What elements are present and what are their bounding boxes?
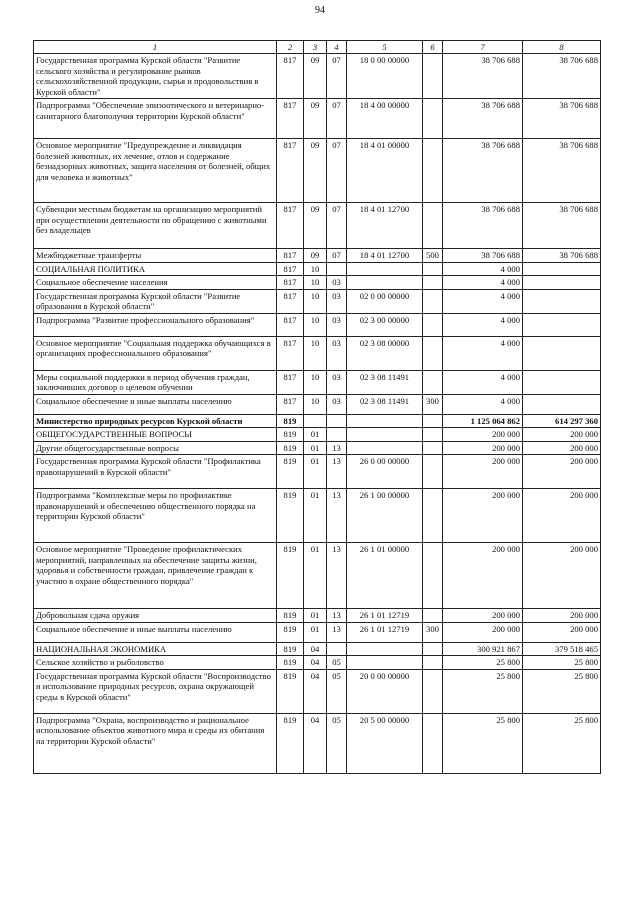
sum-year1-cell: 4 000 — [443, 276, 523, 289]
section-cell: 10 — [304, 276, 327, 289]
header-cell: 8 — [523, 41, 601, 54]
expense-type-cell — [423, 642, 443, 655]
expense-type-cell — [423, 54, 443, 99]
sum-year2-cell: 25 800 — [523, 656, 601, 669]
expense-type-cell — [423, 289, 443, 313]
sum-year2-cell: 200 000 — [523, 622, 601, 642]
sum-year2-cell: 38 706 688 — [523, 99, 601, 139]
table-row — [34, 414, 601, 427]
row-name-cell: Основное мероприятие "Проведение профилактических мероприятий, направленных на обеспечение защиты жизни, здоровья и собственности граждан, привлечение граждан к участию в охране общественного порядка" — [34, 543, 277, 609]
sum-year2-cell — [523, 370, 601, 394]
grbs-cell: 819 — [277, 414, 304, 427]
sum-year2-cell: 25 800 — [523, 713, 601, 773]
grbs-cell: 819 — [277, 642, 304, 655]
sum-year1-cell: 25 800 — [443, 713, 523, 773]
section-cell: 04 — [304, 713, 327, 773]
header-cell: 5 — [347, 41, 423, 54]
expense-type-cell: 500 — [423, 249, 443, 262]
sum-year1-cell: 4 000 — [443, 313, 523, 336]
grbs-cell: 817 — [277, 276, 304, 289]
table-row — [34, 336, 601, 370]
sum-year2-cell — [523, 276, 601, 289]
target-article-cell: 18 4 00 00000 — [347, 99, 423, 139]
expense-type-cell — [423, 414, 443, 427]
expense-type-cell — [423, 313, 443, 336]
section-cell: 10 — [304, 289, 327, 313]
sum-year2-cell: 200 000 — [523, 609, 601, 622]
section-cell: 01 — [304, 609, 327, 622]
row-name-cell: Социальное обеспечение и иные выплаты населению — [34, 622, 277, 642]
sum-year1-cell: 1 125 064 862 — [443, 414, 523, 427]
expense-type-cell — [423, 276, 443, 289]
sum-year1-cell: 38 706 688 — [443, 139, 523, 203]
subsection-cell — [327, 262, 347, 275]
row-name-cell: Государственная программа Курской области "Развитие образования в Курской области" — [34, 289, 277, 313]
expense-type-cell — [423, 428, 443, 441]
header-cell: 3 — [304, 41, 327, 54]
sum-year2-cell: 200 000 — [523, 428, 601, 441]
grbs-cell: 819 — [277, 441, 304, 454]
section-cell: 10 — [304, 370, 327, 394]
header-cell: 1 — [34, 41, 277, 54]
table-row — [34, 455, 601, 489]
sum-year2-cell: 200 000 — [523, 543, 601, 609]
sum-year2-cell — [523, 336, 601, 370]
expense-type-cell — [423, 656, 443, 669]
section-cell: 01 — [304, 441, 327, 454]
sum-year1-cell: 38 706 688 — [443, 249, 523, 262]
table-row — [34, 642, 601, 655]
table-row — [34, 394, 601, 414]
grbs-cell: 817 — [277, 262, 304, 275]
sum-year1-cell: 300 921 867 — [443, 642, 523, 655]
table-row — [34, 139, 601, 203]
section-cell: 04 — [304, 656, 327, 669]
row-name-cell: Межбюджетные трансферты — [34, 249, 277, 262]
row-name-cell: Социальное обеспечение населения — [34, 276, 277, 289]
sum-year1-cell: 38 706 688 — [443, 99, 523, 139]
subsection-cell: 13 — [327, 543, 347, 609]
row-name-cell: Сельское хозяйство и рыболовство — [34, 656, 277, 669]
target-article-cell — [347, 642, 423, 655]
subsection-cell — [327, 414, 347, 427]
row-name-cell: СОЦИАЛЬНАЯ ПОЛИТИКА — [34, 262, 277, 275]
expense-type-cell: 300 — [423, 622, 443, 642]
target-article-cell: 26 1 01 12719 — [347, 609, 423, 622]
subsection-cell: 07 — [327, 99, 347, 139]
target-article-cell: 02 3 00 00000 — [347, 313, 423, 336]
header-cell: 4 — [327, 41, 347, 54]
section-cell: 09 — [304, 99, 327, 139]
row-name-cell: Подпрограмма "Развитие профессионального образования" — [34, 313, 277, 336]
table-row — [34, 489, 601, 543]
subsection-cell: 07 — [327, 54, 347, 99]
section-cell: 04 — [304, 642, 327, 655]
header-cell: 7 — [443, 41, 523, 54]
sum-year1-cell: 4 000 — [443, 289, 523, 313]
expense-type-cell — [423, 669, 443, 713]
sum-year1-cell: 4 000 — [443, 262, 523, 275]
sum-year2-cell — [523, 394, 601, 414]
target-article-cell: 18 0 00 00000 — [347, 54, 423, 99]
row-name-cell: Меры социальной поддержки в период обучения граждан, заключивших договор о целевом обучении — [34, 370, 277, 394]
sum-year1-cell: 38 706 688 — [443, 203, 523, 249]
sum-year1-cell: 4 000 — [443, 336, 523, 370]
subsection-cell: 03 — [327, 313, 347, 336]
row-name-cell: Государственная программа Курской области "Профилактика правонарушений в Курской области" — [34, 455, 277, 489]
sum-year1-cell: 200 000 — [443, 428, 523, 441]
section-cell: 09 — [304, 203, 327, 249]
table-row — [34, 609, 601, 622]
subsection-cell: 03 — [327, 289, 347, 313]
table-row — [34, 262, 601, 275]
target-article-cell — [347, 414, 423, 427]
table-row — [34, 203, 601, 249]
section-cell: 01 — [304, 455, 327, 489]
grbs-cell: 819 — [277, 543, 304, 609]
subsection-cell: 03 — [327, 370, 347, 394]
section-cell — [304, 414, 327, 427]
grbs-cell: 817 — [277, 249, 304, 262]
sum-year2-cell — [523, 289, 601, 313]
row-name-cell: Другие общегосударственные вопросы — [34, 441, 277, 454]
target-article-cell: 18 4 01 00000 — [347, 139, 423, 203]
grbs-cell: 817 — [277, 99, 304, 139]
row-name-cell: ОБЩЕГОСУДАРСТВЕННЫЕ ВОПРОСЫ — [34, 428, 277, 441]
sum-year2-cell: 38 706 688 — [523, 54, 601, 99]
table-row — [34, 289, 601, 313]
target-article-cell: 26 0 00 00000 — [347, 455, 423, 489]
subsection-cell: 13 — [327, 455, 347, 489]
sum-year2-cell — [523, 313, 601, 336]
subsection-cell: 07 — [327, 203, 347, 249]
sum-year1-cell: 38 706 688 — [443, 54, 523, 99]
row-name-cell: Социальное обеспечение и иные выплаты населению — [34, 394, 277, 414]
row-name-cell: Основное мероприятие "Социальная поддержка обучающихся в организациях профессионального образования" — [34, 336, 277, 370]
target-article-cell: 26 1 01 00000 — [347, 543, 423, 609]
subsection-cell: 07 — [327, 249, 347, 262]
subsection-cell: 03 — [327, 336, 347, 370]
expense-type-cell — [423, 609, 443, 622]
grbs-cell: 819 — [277, 489, 304, 543]
grbs-cell: 819 — [277, 622, 304, 642]
grbs-cell: 819 — [277, 669, 304, 713]
expense-type-cell — [423, 489, 443, 543]
section-cell: 01 — [304, 622, 327, 642]
header-cell: 6 — [423, 41, 443, 54]
target-article-cell: 18 4 01 12700 — [347, 249, 423, 262]
expense-type-cell — [423, 713, 443, 773]
section-cell: 09 — [304, 139, 327, 203]
sum-year1-cell: 200 000 — [443, 455, 523, 489]
target-article-cell: 02 3 08 00000 — [347, 336, 423, 370]
target-article-cell: 18 4 01 12700 — [347, 203, 423, 249]
sum-year1-cell: 4 000 — [443, 394, 523, 414]
row-name-cell: НАЦИОНАЛЬНАЯ ЭКОНОМИКА — [34, 642, 277, 655]
sum-year2-cell — [523, 262, 601, 275]
table-row — [34, 276, 601, 289]
sum-year1-cell: 200 000 — [443, 489, 523, 543]
sum-year1-cell: 200 000 — [443, 609, 523, 622]
grbs-cell: 817 — [277, 289, 304, 313]
expense-type-cell: 300 — [423, 394, 443, 414]
expense-type-cell — [423, 455, 443, 489]
target-article-cell — [347, 262, 423, 275]
sum-year2-cell: 200 000 — [523, 455, 601, 489]
grbs-cell: 817 — [277, 313, 304, 336]
grbs-cell: 817 — [277, 139, 304, 203]
row-name-cell: Добровольная сдача оружия — [34, 609, 277, 622]
expense-type-cell — [423, 543, 443, 609]
sum-year2-cell: 38 706 688 — [523, 139, 601, 203]
row-name-cell: Основное мероприятие "Предупреждение и ликвидация болезней животных, их лечение, отлов и содержание безнадзорных животных, защита населения от болезней, общих для человека и животных" — [34, 139, 277, 203]
section-cell: 10 — [304, 336, 327, 370]
grbs-cell: 819 — [277, 656, 304, 669]
target-article-cell: 26 1 01 12719 — [347, 622, 423, 642]
page-number: 94 — [315, 5, 325, 16]
budget-table — [33, 40, 601, 774]
grbs-cell: 819 — [277, 713, 304, 773]
subsection-cell: 13 — [327, 489, 347, 543]
subsection-cell: 07 — [327, 139, 347, 203]
sum-year2-cell: 379 518 465 — [523, 642, 601, 655]
table-row — [34, 543, 601, 609]
table-header-row — [34, 41, 601, 54]
sum-year2-cell: 25 800 — [523, 669, 601, 713]
row-name-cell: Субвенции местным бюджетам на организацию мероприятий при осуществлении деятельности по обращению с животными без владельцев — [34, 203, 277, 249]
subsection-cell — [327, 428, 347, 441]
table-row — [34, 313, 601, 336]
subsection-cell: 03 — [327, 276, 347, 289]
row-name-cell: Подпрограмма "Комплексные меры по профилактике правонарушений и обеспечению общественного порядка на территории Курской области" — [34, 489, 277, 543]
target-article-cell: 20 0 00 00000 — [347, 669, 423, 713]
target-article-cell: 02 3 08 11491 — [347, 370, 423, 394]
target-article-cell — [347, 656, 423, 669]
section-cell: 09 — [304, 54, 327, 99]
expense-type-cell — [423, 336, 443, 370]
row-name-cell: Подпрограмма "Охрана, воспроизводство и рациональное использование объектов животного мира и среды их обитания на территории Курской области" — [34, 713, 277, 773]
grbs-cell: 819 — [277, 609, 304, 622]
sum-year1-cell: 25 800 — [443, 669, 523, 713]
table-row — [34, 99, 601, 139]
section-cell: 09 — [304, 249, 327, 262]
table-row — [34, 713, 601, 773]
grbs-cell: 819 — [277, 455, 304, 489]
section-cell: 01 — [304, 489, 327, 543]
target-article-cell: 26 1 00 00000 — [347, 489, 423, 543]
expense-type-cell — [423, 370, 443, 394]
target-article-cell: 20 5 00 00000 — [347, 713, 423, 773]
target-article-cell: 02 3 08 11491 — [347, 394, 423, 414]
subsection-cell — [327, 642, 347, 655]
expense-type-cell — [423, 99, 443, 139]
sum-year1-cell: 200 000 — [443, 622, 523, 642]
sum-year1-cell: 25 800 — [443, 656, 523, 669]
target-article-cell — [347, 276, 423, 289]
subsection-cell: 05 — [327, 669, 347, 713]
sum-year2-cell: 38 706 688 — [523, 203, 601, 249]
target-article-cell: 02 0 00 00000 — [347, 289, 423, 313]
table-row — [34, 249, 601, 262]
grbs-cell: 817 — [277, 394, 304, 414]
expense-type-cell — [423, 262, 443, 275]
header-cell: 2 — [277, 41, 304, 54]
subsection-cell: 13 — [327, 609, 347, 622]
sum-year2-cell: 200 000 — [523, 489, 601, 543]
sum-year1-cell: 200 000 — [443, 441, 523, 454]
table-row — [34, 622, 601, 642]
sum-year1-cell: 4 000 — [443, 370, 523, 394]
table-row — [34, 428, 601, 441]
expense-type-cell — [423, 203, 443, 249]
grbs-cell: 817 — [277, 54, 304, 99]
table-row — [34, 370, 601, 394]
expense-type-cell — [423, 441, 443, 454]
subsection-cell: 03 — [327, 394, 347, 414]
section-cell: 04 — [304, 669, 327, 713]
section-cell: 01 — [304, 543, 327, 609]
subsection-cell: 13 — [327, 622, 347, 642]
subsection-cell: 05 — [327, 713, 347, 773]
grbs-cell: 817 — [277, 370, 304, 394]
subsection-cell: 05 — [327, 656, 347, 669]
subsection-cell: 13 — [327, 441, 347, 454]
table-row — [34, 441, 601, 454]
sum-year2-cell: 38 706 688 — [523, 249, 601, 262]
row-name-cell: Министерство природных ресурсов Курской области — [34, 414, 277, 427]
row-name-cell: Государственная программа Курской области "Развитие сельского хозяйства и регулирование рынков сельскохозяйственной продукции, сырья и продовольствия в Курской области" — [34, 54, 277, 99]
sum-year2-cell: 200 000 — [523, 441, 601, 454]
grbs-cell: 817 — [277, 203, 304, 249]
section-cell: 10 — [304, 262, 327, 275]
table-row — [34, 54, 601, 99]
table-row — [34, 656, 601, 669]
grbs-cell: 817 — [277, 336, 304, 370]
sum-year1-cell: 200 000 — [443, 543, 523, 609]
row-name-cell: Государственная программа Курской области "Воспроизводство и использование природных ресурсов, охрана окружающей среды в Курской области" — [34, 669, 277, 713]
sum-year2-cell: 614 297 360 — [523, 414, 601, 427]
expense-type-cell — [423, 139, 443, 203]
target-article-cell — [347, 441, 423, 454]
row-name-cell: Подпрограмма "Обеспечение эпизоотического и ветеринарно-санитарного благополучия территории Курской области" — [34, 99, 277, 139]
section-cell: 10 — [304, 313, 327, 336]
target-article-cell — [347, 428, 423, 441]
section-cell: 01 — [304, 428, 327, 441]
section-cell: 10 — [304, 394, 327, 414]
table-row — [34, 669, 601, 713]
grbs-cell: 819 — [277, 428, 304, 441]
